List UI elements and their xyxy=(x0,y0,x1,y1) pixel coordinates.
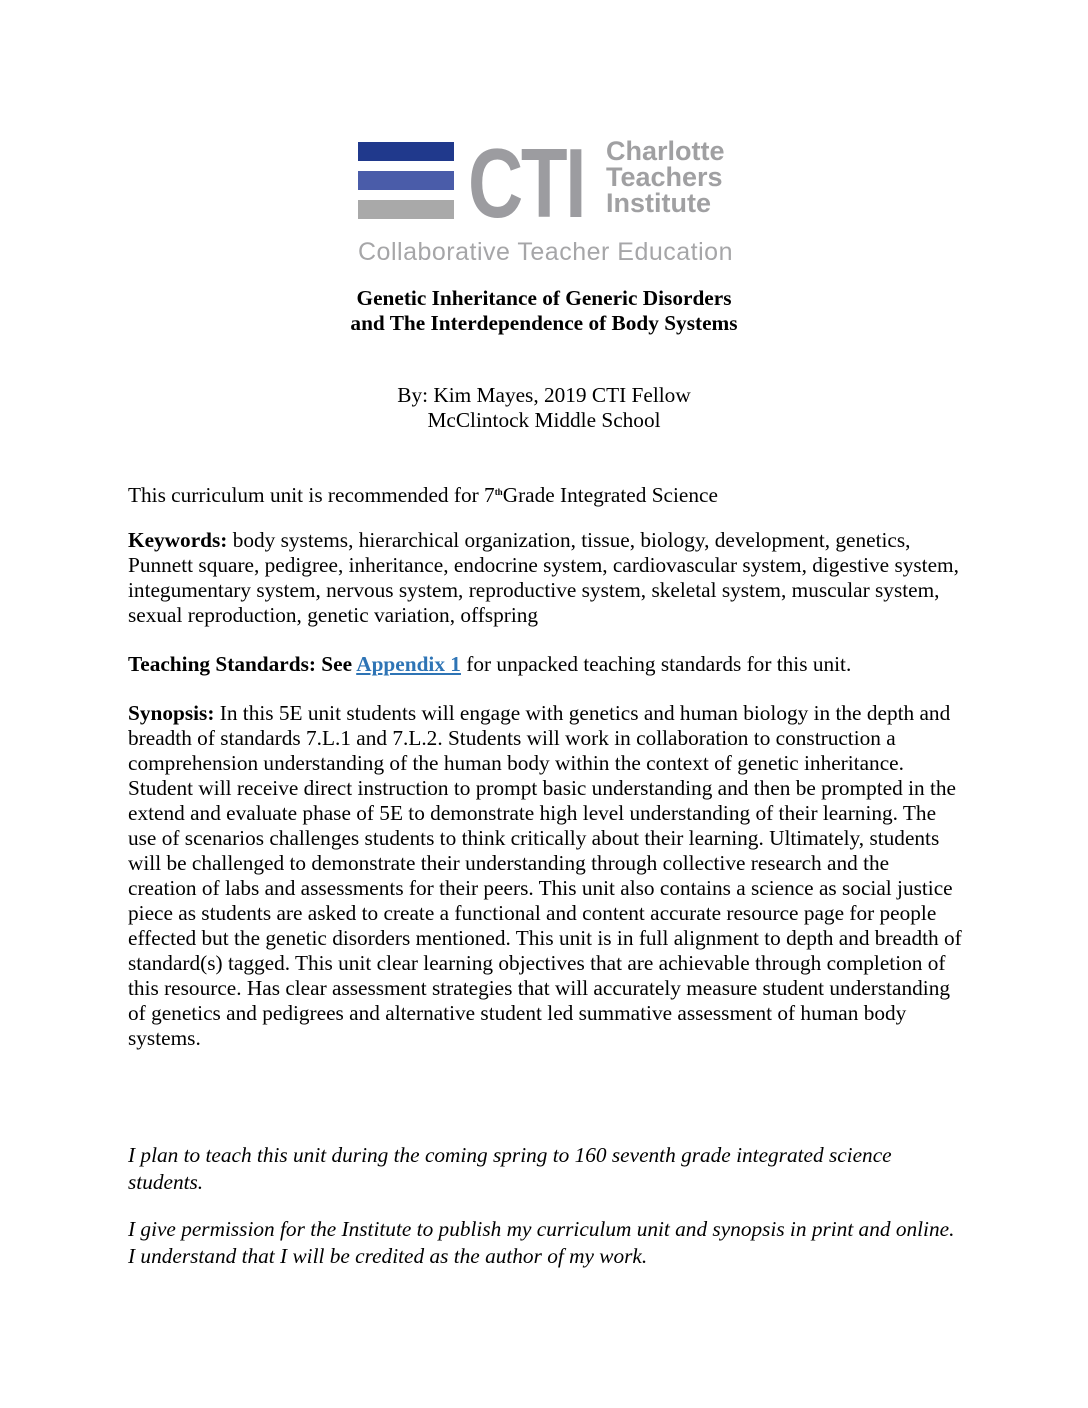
keywords-paragraph xyxy=(128,528,962,628)
document-title-line2: and The Interdependence of Body Systems xyxy=(350,311,738,335)
logo-acronym-text: CTI xyxy=(468,128,585,238)
byline-school: McClintock Middle School xyxy=(427,408,661,432)
logo-name-line2: Teachers xyxy=(606,162,723,192)
teaching-standards-suffix: for unpacked teaching standards for this unit. xyxy=(460,652,852,676)
teaching-standards-line xyxy=(128,652,962,677)
appendix-1-link[interactable]: Appendix 1 xyxy=(356,652,461,676)
synopsis-text: In this 5E unit students will engage with genetics and human biology in the depth and breadth of standards 7.L.1 and 7.L.2. Students will work in collaboration to construction a comprehension understanding of the human body within the context of genetic inheritance. Student will receive direct instruction to prompt basic understanding and then be prompted in the extend and evaluate phase of 5E to demonstrate high level understanding of their learning. The use of scenarios challenges students to think critically about their learning. Ultimately, students will be challenged to demonstrate their understanding through collective research and the creation of labs and assessments for their peers. This unit also contains a science as social justice piece as students are asked to create a functional and content accurate resource page for people effected but the genetic disorders mentioned. This unit is in full alignment to depth and breadth of standard(s) tagged. This unit clear learning objectives that are achievable through completion of this resource. Has clear assessment strategies that will accurately measure student understanding of genetics and pedigrees and alternative student led summative assessment of human body systems. xyxy=(128,701,962,1050)
recommendation-superscript: th xyxy=(494,487,503,497)
logo-bars-icon xyxy=(358,142,454,219)
logo-row xyxy=(358,128,742,238)
synopsis-paragraph xyxy=(128,701,962,1051)
logo-bar-medium-blue xyxy=(358,171,454,190)
teaching-plan-note: I plan to teach this unit during the coming spring to 160 seventh grade integrated science students. xyxy=(128,1143,892,1194)
document-title xyxy=(0,286,1088,336)
recommendation-prefix: This curriculum unit is recommended for 7 xyxy=(128,483,495,507)
keywords-text: body systems, hierarchical organization, tissue, biology, development, genetics, Punnett square, pedigree, inheritance, endocrine system, cardiovascular system, digestive system, integumentary system, nervous system, reproductive system, skeletal system, muscular system, sexual reproduction, genetic variation, offspring xyxy=(128,528,959,627)
logo-institute-name xyxy=(606,138,725,216)
recommendation-line xyxy=(128,480,962,508)
byline xyxy=(0,383,1088,433)
keywords-label: Keywords: xyxy=(128,528,228,552)
document-title-line1: Genetic Inheritance of Generic Disorders xyxy=(356,286,732,310)
synopsis-label: Synopsis: xyxy=(128,701,215,725)
teaching-standards-label: Teaching Standards: See xyxy=(128,652,357,676)
cti-logo xyxy=(358,128,742,266)
logo-acronym xyxy=(468,128,596,238)
logo-bar-gray xyxy=(358,200,454,219)
logo-name-line3: Institute xyxy=(606,188,711,218)
permission-note: I give permission for the Institute to publish my curriculum unit and synopsis in print and online. I understand that I will be credited as the author of my work. xyxy=(128,1217,955,1268)
recommendation-suffix: Grade Integrated Science xyxy=(502,483,718,507)
byline-author: By: Kim Mayes, 2019 CTI Fellow xyxy=(397,383,691,407)
logo-name-line1: Charlotte xyxy=(606,136,725,166)
logo-tagline: Collaborative Teacher Education xyxy=(358,238,733,266)
logo-bar-dark-blue xyxy=(358,142,454,161)
